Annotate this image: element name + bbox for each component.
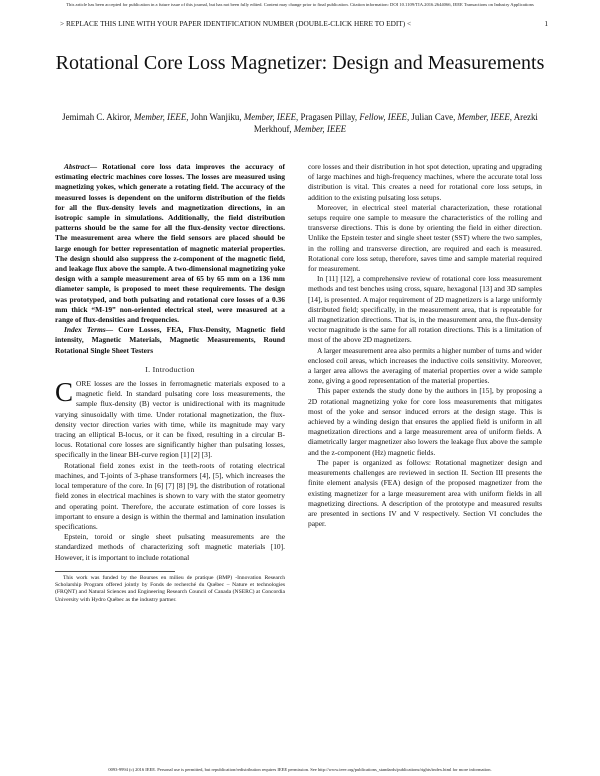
header-text: > REPLACE THIS LINE WITH YOUR PAPER IDENTIFICATION NUMBER (DOUBLE-CLICK HERE TO EDIT) < [60, 19, 412, 28]
page-number: 1 [544, 19, 548, 28]
body-paragraph: core losses and their distribution in hot spot detection, uprating and upgrading of large machines and high-frequency machines, where the accurate total loss distribution is vital. This creates a need for rotational core loss setups, in addition to the existing pulsating loss setups. [308, 162, 542, 202]
intro-paragraph-1-text: ORE losses are the losses in ferromagnetic materials exposed to a magnetic field. In standard pulsating core loss measurements, the sample flux-density (B) vector is unidirectional with its magnitude varying sinusoidally with time. Under rotational magnetization, the flux-density vector direction varies with time, while its magnitude may vary tracing an elliptical B-locus, or it can be fixed, resulting in a circular B-locus. Rotational core losses are significantly higher than pulsating losses, specifically in the linear BH-curve region [1] [2] [3]. [55, 379, 285, 460]
publication-notice: This article has been accepted for publication in a future issue of this journal, but has not been fully edited. Content may change prior to final publication. Citation information: DOI 10.1109/TIA.2016.2644066, IEEE Transactions on Industry Applications [66, 2, 534, 7]
right-column [308, 162, 542, 529]
author-name: Pragasen Pillay, [298, 112, 360, 122]
intro-paragraph-2: Rotational field zones exist in the teeth-roots of rotating electrical machines, and T-joints of 3-phase transformers [4], [5], which increases the local temperature of the core. In [6] [7] [8] [9], the distribution of rotational field zones in electrical machines is shown to vary with the stator geometry and operating point. Therefore, the accurate estimation of core losses is important to ensure a design is within the thermal and lamination insulation specifications. [55, 460, 285, 531]
author-list [55, 111, 545, 135]
index-terms-label: Index Terms [64, 325, 106, 335]
author-name: Julian Cave, [409, 112, 458, 122]
author-name: Arezki Merkhouf, [253, 112, 538, 134]
author-role: Member, IEEE, [243, 112, 299, 122]
index-terms [55, 325, 285, 356]
body-paragraph: The paper is organized as follows: Rotational magnetizer design and measurements challenges are reviewed in section II. Section III presents the finite element analysis (FEA) design of the proposed magnetizer from the existing magnetizer for a large measurement area with uniform fields in all magnetizing directions. A description of the prototype and measured results are presented in sections IV and V respectively. Section VI concludes the paper. [308, 457, 542, 529]
running-header [60, 19, 548, 28]
intro-paragraph-1 [55, 379, 285, 461]
body-paragraph: Moreover, in electrical steel material characterization, these rotational setups require one sample to measure the characteristics of the rolling and transverse directions. This is done by orienting the field in either direction. Unlike the Epstein tester and single sheet tester (SST) where the two samples, in the rolling and transverse direction, are required and each is measured. Rotational core loss setup, therefore, saves time and sample material required for measurement. [308, 202, 542, 274]
funding-footnote: This work was funded by the Bourses en milieu de pratique (BMP) -Innovation Research Scholarship Program offered jointly by Fonds de recherché du Québec – Nature et technologies (FRQNT) and Natural Sciences and Engineering Research Council of Canada (NSERC) at Concordia University with Hydro Québec as the industry partner. [55, 574, 285, 603]
author-role: Member, IEEE [293, 124, 347, 134]
drop-cap: C [55, 377, 74, 408]
author-role: Fellow, IEEE, [359, 112, 410, 122]
index-terms-text: — Core Losses, FEA, Flux-Density, Magnetic field intensity, Magnetic Materials, Magnetic Measurements, Round Rotational Single Sheet Testers [55, 325, 285, 355]
author-name: Jemimah C. Akiror, [62, 112, 134, 122]
abstract [55, 162, 285, 325]
body-paragraph: A larger measurement area also permits a higher number of turns and wider enclosed coil areas, which increases the inductive coils sensitivity. Moreover, a larger area allows the averaging of material properties over a wide sample zone, giving a good representation of the material properties. [308, 345, 542, 386]
abstract-text: — Rotational core loss data improves the accuracy of estimating electric machines core losses. The losses are measured using magnetizing yokes, which generate a rotating field. The accuracy of the measured losses is dependent on the uniform distribution of the fields for all the flux-density levels and magnetization directions, in an isotropic sample in simulations. Additionally, the field distribution patterns should be the same for all the flux-density vector directions. The measurement area where the field sensors are placed should be large enough for better representation of magnetic material properties. The design should also suppress the z-component of the magnetic field, and leakage flux above the sample. A two-dimensional magnetizing yoke design with a sample measurement area of 65 by 65 mm on a 136 mm diameter sample, is proposed to meet these requirements. The design was prototyped, and both pulsating and rotational core losses of a 0.36 mm thick “M-19” non-oriented electrical steel, were measured at a range of flux-densities and frequencies. [55, 162, 285, 325]
author-role: Member, IEEE, [457, 112, 512, 122]
intro-paragraph-3: Epstein, toroid or single sheet pulsating measurements are the standardized methods of characterizing soft magnetic materials [10]. However, it is important to include rotational [55, 532, 285, 562]
body-paragraph: This paper extends the study done by the authors in [15], by proposing a 2D rotational magnetizing yoke for core loss measurements that mitigates most of the yoke and sensor induced errors at the design stage. This is achieved by a winding design that ensures the applied field is uniform in all magnetization directions and a large measurement area of uniform fields. A diametrically larger magnetizer also lowers the leakage flux above the sample and the z-component (Hz) magnetic fields. [308, 386, 542, 457]
left-column [55, 162, 285, 604]
abstract-label: Abstract [64, 162, 90, 171]
section-heading-introduction: I. Introduction [145, 364, 195, 374]
author-role: Member, IEEE, [134, 112, 189, 122]
copyright-footer: 0093-9994 (c) 2016 IEEE. Personal use is permitted, but republication/redistribution requires IEEE permission. See http://www.ieee.org/publications_standards/publications/rights/index.html for more information. [108, 767, 492, 772]
author-name: John Wanjiku, [188, 112, 244, 122]
body-paragraph: In [11] [12], a comprehensive review of rotational core loss measurement methods and test benches using cross, square, hexagonal [13] and 3D samples [14], is presented. A major requirement of 2D magnetizers is a large uniformly distributed field; specifically, in the measurement area, that is repeatable for all magnetization directions. That is, in the measurement area, the flux-density vector magnitude is the same for all rotation directions. This is a limitation of most of the above 2D magnetizers. [308, 274, 542, 345]
paper-title: Rotational Core Loss Magnetizer: Design and Measurements [55, 52, 545, 74]
